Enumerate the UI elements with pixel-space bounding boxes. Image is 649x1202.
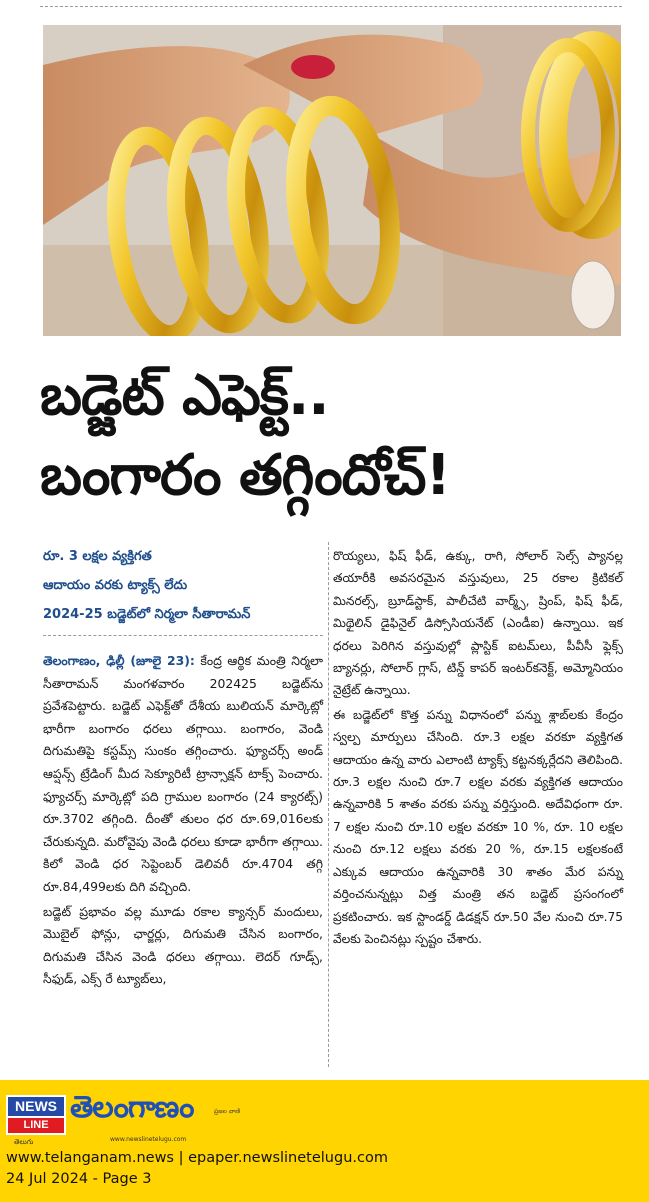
subhead-2: ఆదాయం వరకు ట్యాక్స్ లేదు <box>43 578 188 593</box>
left-paragraph-1-text: కేంద్ర ఆర్థిక మంత్రి నిర్మలా సీతారామన్ మంగళవారం 202425 బడ్జెట్‌ను ప్రవేశపెట్టారు. బడ్జెట్ ఎఫెక్ట్‌తో దేశీయ బులియన్ మార్కెట్లో భారీగా బంగారం ధరలు తగ్గాయి. బంగారం, వెండి దిగుమతిపై కస్టమ్స్ సుంకం తగ్గించారు. ఫ్యూచర్స్ అండ్ ఆప్షన్స్ ట్రేడింగ్ మీద సెక్యూరిటీ ట్రాన్సాక్షన్ టాక్స్ పెంచారు. ఫ్యూచర్స్ మార్కెట్లో పది గ్రాముల బంగారం (24 క్యారట్స్) రూ.3702 తగ్గింది. దీంతో తులం ధర రూ.69,016లకు చేరుకున్నది. మరోవైపు వెండి ధరలు కూడా భారీగా తగ్గాయి. కిలో వెండి ధర సెప్టెంబర్ డెలివరీ రూ.4704 తగ్గి రూ.84,499లకు దిగి వచ్చింది. <box>43 653 323 894</box>
top-divider <box>40 6 622 7</box>
footer-sites: www.telanganam.news | epaper.newslinetelugu.com <box>6 1150 388 1166</box>
badge-line-text: LINE <box>6 1118 66 1135</box>
footer-banner <box>0 1080 649 1202</box>
right-paragraph-2: ఈ బడ్జెట్‌లో కొత్త పన్ను విధానంలో పన్ను శ్లాబ్‌లకు కేంద్రం స్వల్ప మార్పులు చేసింది. రూ.3 లక్షల వరకూ వ్యక్తిగత ఆదాయం ఉన్న వారు ఎలాంటి ట్యాక్స్ కట్టనక్కర్లేదని తెలిపింది. రూ.3 లక్షల నుంచి రూ.7 లక్షల వరకు వ్యక్తిగత ఆదాయం ఉన్నవారికి 5 శాతం వరకు పన్ను వర్తిస్తుంది. అదేవిధంగా రూ. 7 లక్షల నుంచి రూ.10 లక్షల వరకూ 10 %, రూ. 10 లక్షల నుంచి రూ.12 లక్షలు వరకు 20 %, రూ.15 లక్షలకంటే ఎక్కువ ఆదాయం ఉన్నవారికి 30 శాతం మేర పన్ను వర్తించనున్నట్లు విత్త మంత్రి తన బడ్జెట్ ప్రసంగంలో ప్రకటించారు. ఇక స్టాండర్డ్ డిడక్షన్ రూ.50 వేల నుంచి రూ.75 వేలకు పెంచినట్లు స్పష్టం చేశారు. <box>333 707 623 946</box>
headline <box>40 356 630 516</box>
telanganam-logo[interactable]: తెలంగాణం <box>70 1090 194 1125</box>
headline-line-1: బడ్జెట్ ఎఫెక్ట్.. <box>40 363 329 428</box>
newsline-badge[interactable] <box>6 1095 66 1135</box>
logo-tagline: ప్రజల వాణి <box>214 1108 241 1115</box>
subhead-1: రూ. 3 లక్షల వ్యక్తిగత <box>43 549 152 564</box>
right-paragraph-1: రొయ్యలు, ఫిష్ ఫీడ్, ఉక్కు, రాగి, సోలార్ సెల్స్ ప్యానల్ల తయారీకి అవసరమైన వస్తువులు, 25 రకాల క్రిటికల్ మినరల్స్, బ్రూడ్‌స్టాక్, పాలీచేటి వార్మ్స్, ష్రింప్, ఫిష్ ఫీడ్, మిథైలిన్ డైఫినైల్ డిస్సోసియనేట్ (ఎండీఐ) ఉన్నాయి. ఇక ధరలు పెరిగిన వస్తువుల్లో ప్లాస్టిక్ ఐటమ్‌లు, పీవీసీ ఫ్లెక్స్ బ్యానర్లు, సోలార్ గ్లాస్, టిన్డ్ కాపర్ ఇంటర్‌కనెక్ట్, అమ్మోనియం నైట్రేట్ ఉన్నాయి. <box>333 549 623 698</box>
logo-url: www.newslinetelugu.com <box>110 1136 187 1143</box>
badge-news-text: NEWS <box>6 1095 66 1118</box>
dateline: తెలంగాణం, ఢిల్లీ (జూలై 23): <box>43 653 195 668</box>
left-column <box>43 542 323 991</box>
gold-bangles-photo <box>43 25 621 336</box>
column-divider <box>328 542 329 1067</box>
left-paragraph-1 <box>43 650 323 899</box>
bangles-illustration <box>43 25 621 336</box>
subhead-divider <box>43 635 323 636</box>
headline-line-2: బంగారం తగ్గిందోచ్! <box>40 443 451 508</box>
subhead-3: 2024-25 బడ్జెట్‌లో నిర్మలా సీతారామన్ <box>43 607 251 622</box>
footer-date-page: 24 Jul 2024 - Page 3 <box>6 1171 152 1187</box>
right-column <box>333 545 623 950</box>
left-paragraph-2: బడ్జెట్ ప్రభావం వల్ల మూడు రకాల క్యాన్సర్ మందులు, మొబైల్ ఫోన్లు, ఛార్జర్లు, దిగుమతి చేసిన బంగారం, దిగుమతి చేసిన వెండి ధరలు తగ్గాయి. లెదర్ గూడ్స్, సీఫుడ్, ఎక్స్ రే ట్యూబ్‌లు, <box>43 903 323 987</box>
badge-subtitle: తెలుగు <box>14 1138 34 1146</box>
